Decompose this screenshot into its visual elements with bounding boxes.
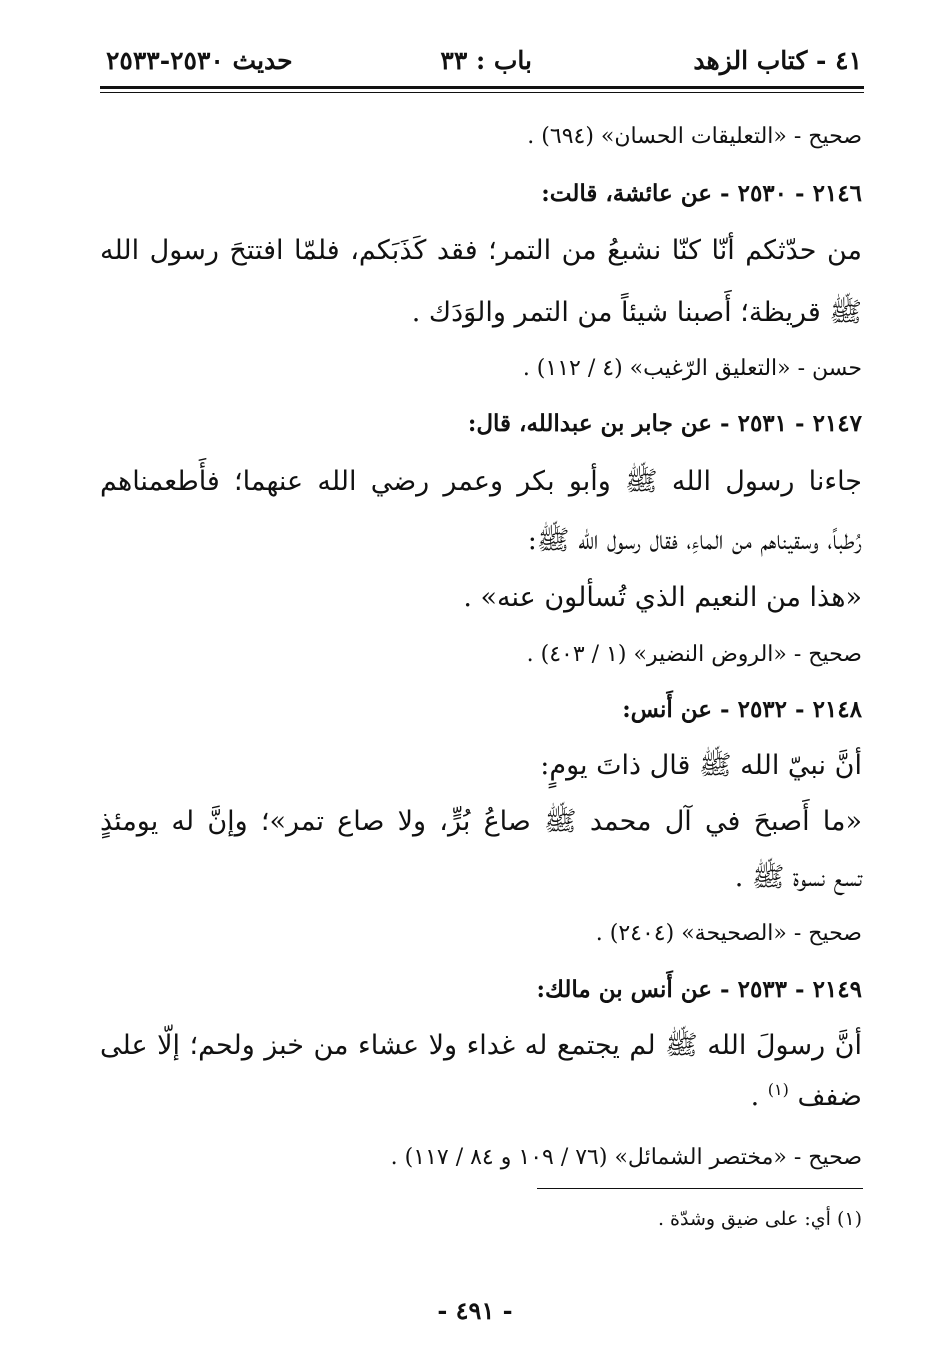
footnote-reference: (١) (767, 1080, 789, 1099)
full-stop: . (750, 1081, 760, 1112)
running-header (100, 44, 862, 84)
header-rule-thin (100, 92, 864, 93)
page-number: - ٤٩١ - (437, 1296, 513, 1325)
hadith-heading: ٢١٤٨ - ٢٥٣٢ - عن أَنس: (622, 696, 862, 723)
footnote-separator (537, 1188, 863, 1189)
header-rule-thick (100, 86, 864, 89)
hadith-text-end: ضفف (797, 1081, 862, 1112)
hadith-text-line: تسع نسوة ﷺ . (734, 862, 862, 893)
grading-line: حسن - «التعليق الرّغيب» (٤ / ١١٢) . (522, 356, 862, 381)
chapter-number: باب : ٣٣ (440, 46, 532, 75)
hadith-range: حديث ٢٥٣٠-٢٥٣٣ (106, 46, 293, 75)
footnote: (١) أي: على ضيق وشدّة . (657, 1208, 862, 1230)
grading-line: صحيح - «التعليقات الحسان» (٦٩٤) . (527, 124, 862, 149)
hadith-text-line: أنَّ نبيّ الله ﷺ قال ذاتَ يومٍ: (540, 750, 862, 781)
hadith-text-line (751, 1080, 862, 1112)
hadith-text-line: من حدّثكم أنّا كنّا نشبعُ من التمر؛ فقد كَذَبَكم، فلمّا افتتحَ رسول الله (100, 235, 862, 266)
hadith-text-line: ﷺ قريظة؛ أَصبنا شيئاً من التمر والوَدَك . (411, 297, 862, 328)
hadith-text-line: أنَّ رسولَ الله ﷺ لم يجتمع له غداء ولا عشاء من خبز ولحم؛ إلّا على (100, 1030, 862, 1061)
hadith-heading: ٢١٤٦ - ٢٥٣٠ - عن عائشة، قالت: (541, 180, 862, 207)
hadith-heading: ٢١٤٩ - ٢٥٣٣ - عن أَنس بن مالك: (536, 976, 862, 1003)
book-title: ٤١ - كتاب الزهد (693, 46, 862, 75)
hadith-text-line: «ما أَصبحَ في آل محمد ﷺ صاعُ بُرٍّ، ولا صاع تمر»؛ وإنَّ له يومئذٍ (100, 806, 862, 837)
hadith-text-line: «هذا من النعيم الذي تُسألون عنه» . (463, 582, 862, 613)
grading-line: صحيح - «الصحيحة» (٢٤٠٤) . (595, 921, 862, 946)
hadith-text-line: رُطباً، وسقيناهم من الماءِ، فقال رسول الله ﷺ: (527, 525, 862, 556)
hadith-heading: ٢١٤٧ - ٢٥٣١ - عن جابر بن عبدالله، قال: (467, 410, 862, 437)
grading-line: صحيح - «الروض النضير» (١ / ٤٠٣) . (526, 642, 862, 667)
grading-line: صحيح - «مختصر الشمائل» (٧٦ / ١٠٩ و ٨٤ / ١١٧) . (390, 1145, 862, 1170)
hadith-text-line: جاءنا رسول الله ﷺ وأبو بكر وعمر رضي الله عنهما؛ فأَطعمناهم (100, 466, 862, 497)
